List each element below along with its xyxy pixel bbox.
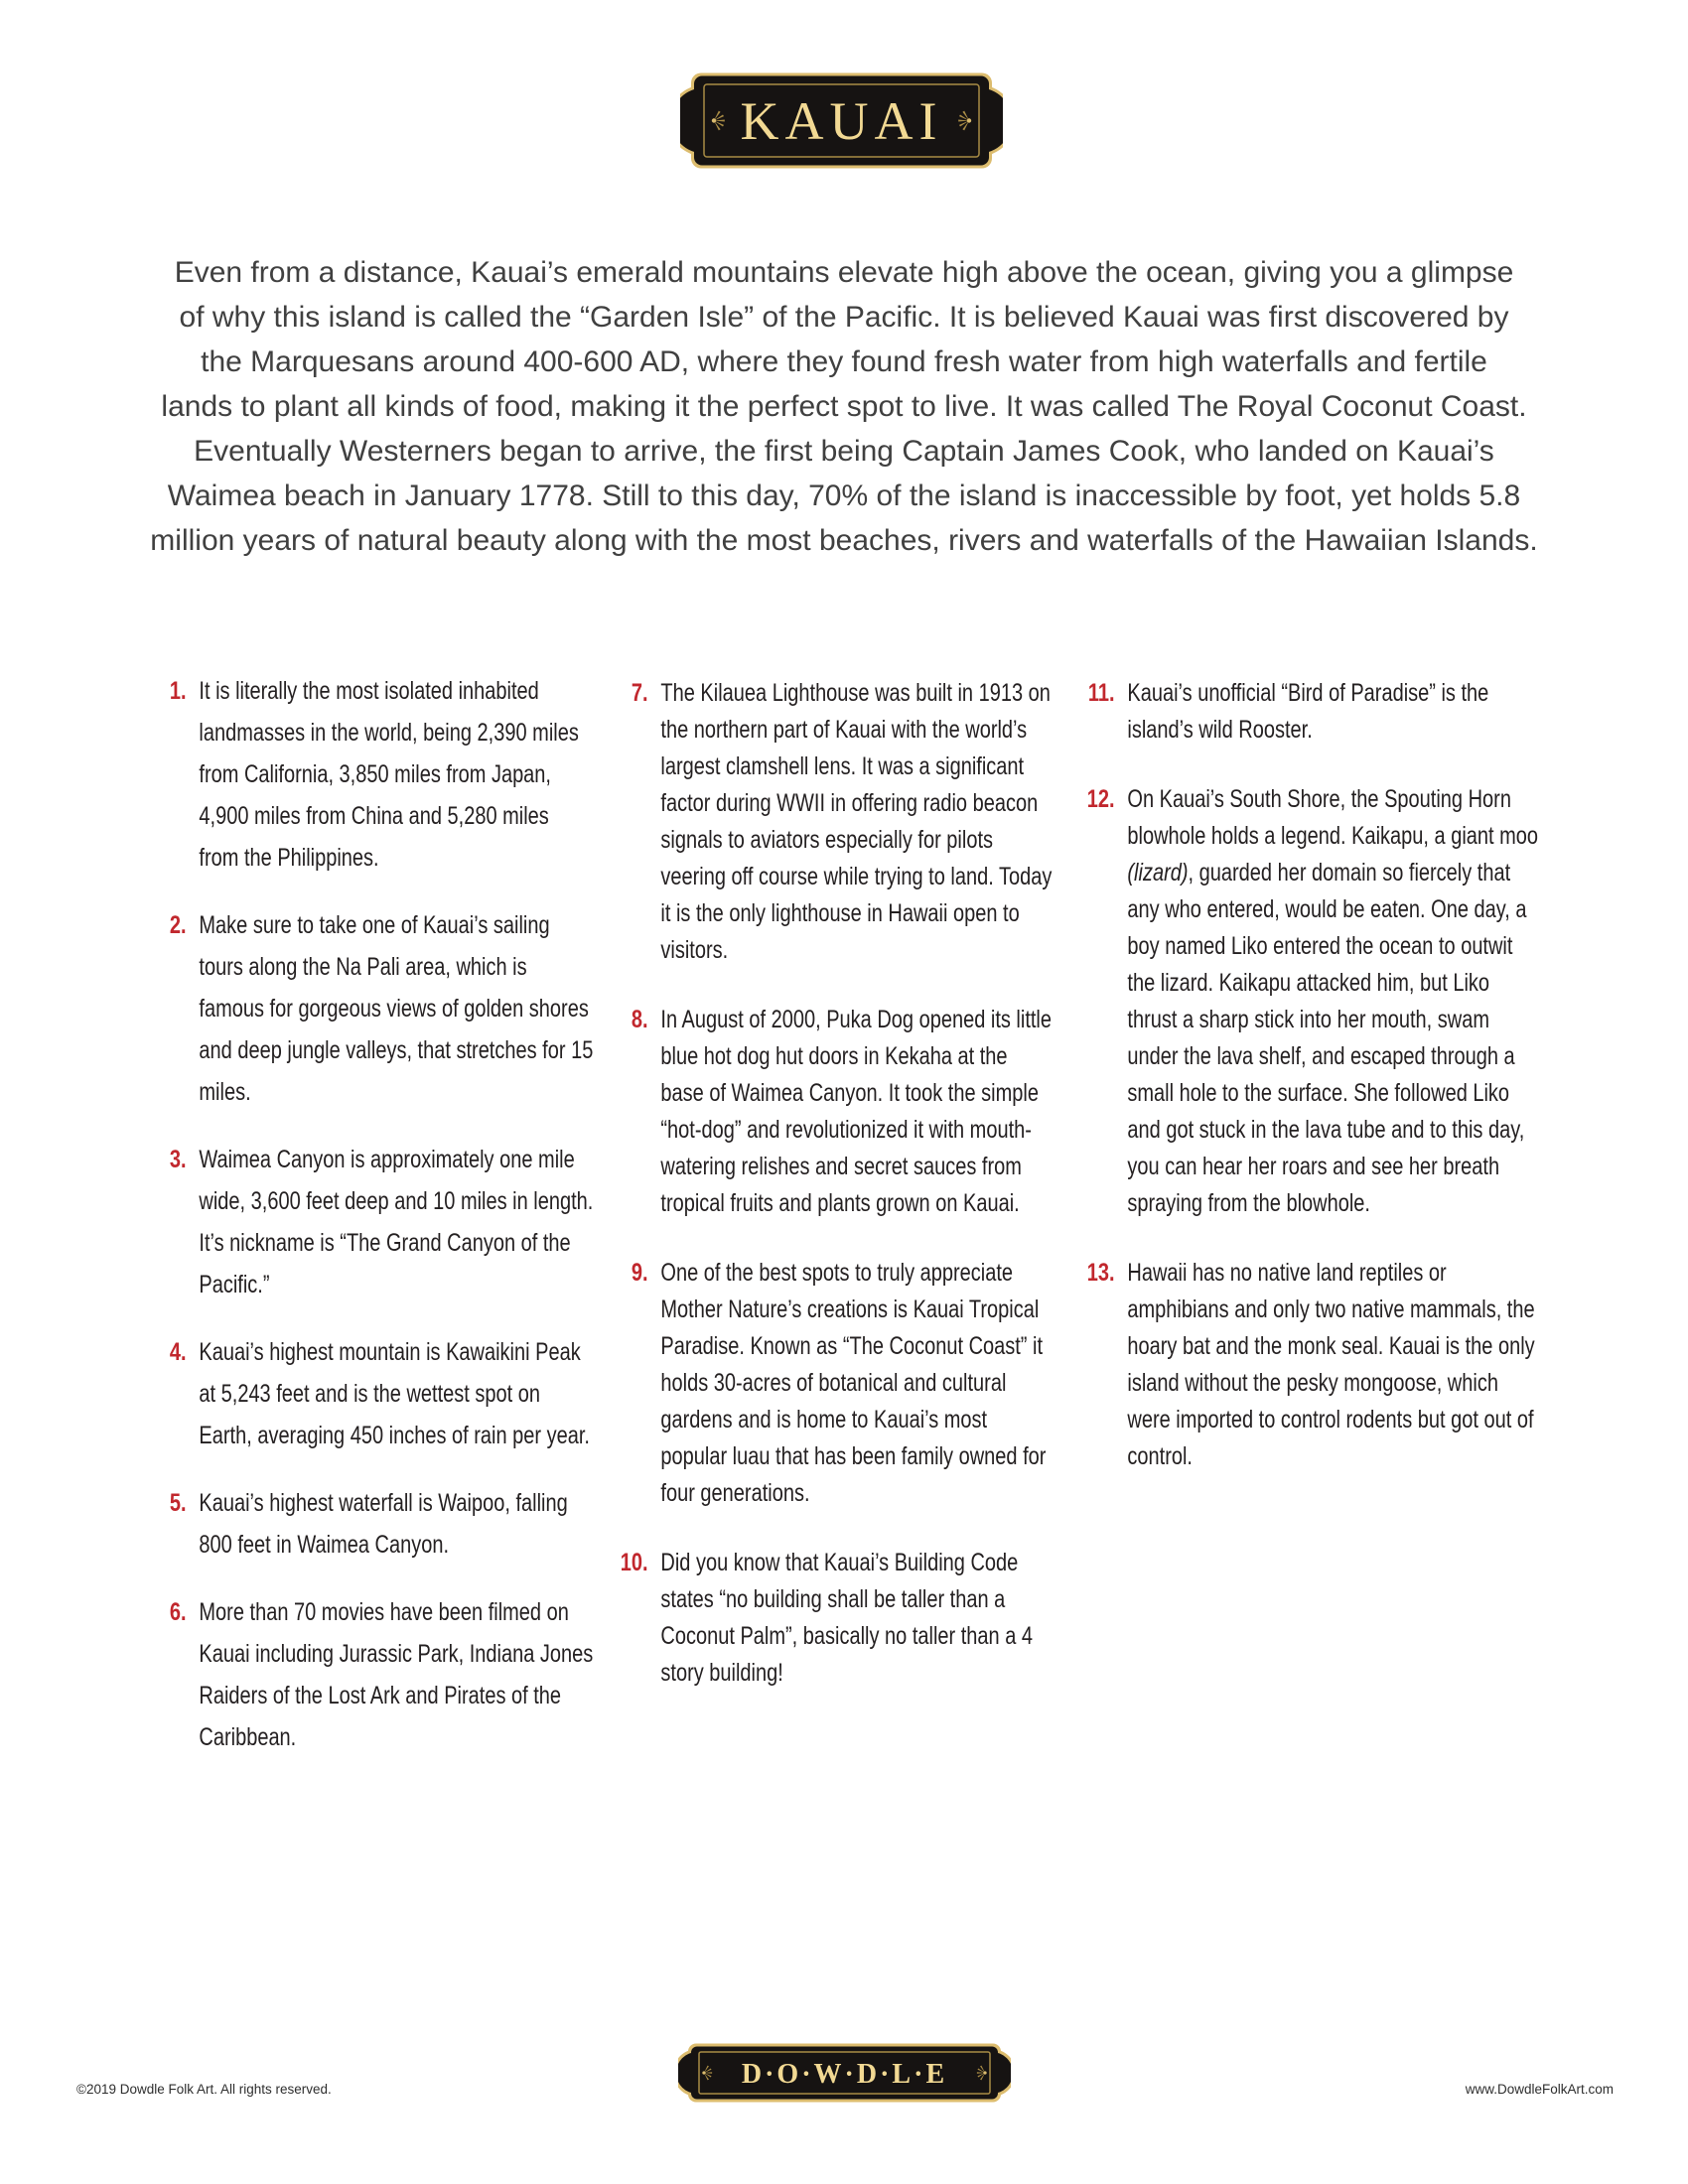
copyright-text: ©2019 Dowdle Folk Art. All rights reserved. (76, 2082, 332, 2097)
fact-item (149, 1482, 594, 1566)
intro-line: of why this island is called the “Garden Isle” of the Pacific. It is believed Kauai was first discovered by (179, 301, 1509, 334)
intro-line: lands to plant all kinds of food, making it the perfect spot to live. It was called The Royal Coconut Coast. (161, 390, 1527, 423)
fact-item (1077, 781, 1539, 1222)
fact-number: 1. (169, 677, 187, 705)
fact-item (611, 1255, 1053, 1512)
fact-text: Kauai’s unofficial “Bird of Paradise” is the island’s wild Rooster. (1127, 679, 1489, 744)
facts-column-3 (1077, 675, 1654, 1508)
fact-text: One of the best spots to truly appreciate Mother Nature’s creations is Kauai Tropical Paradise. Known as “The Coconut Coast” it holds 30-acres of botanical and cultural gardens and is home to Kauai’s most popular luau that has been family owned for four generations. (660, 1259, 1047, 1507)
fact-text: Kauai’s highest mountain is Kawaikini Peak at 5,243 feet and is the wettest spot on Earth, averaging 450 inches of rain per year. (199, 1338, 590, 1449)
fact-number: 6. (169, 1598, 187, 1626)
fact-number: 4. (169, 1338, 187, 1366)
fact-item (149, 1331, 594, 1456)
kauai-logo-plaque (680, 72, 1003, 169)
intro-line: Eventually Westerners began to arrive, the first being Captain James Cook, who landed on Kauai’s (194, 435, 1494, 468)
fact-number: 11. (1087, 679, 1115, 707)
fact-text: Waimea Canyon is approximately one mile wide, 3,600 feet deep and 10 miles in length. It’s nickname is “The Grand Canyon of the Pacific.” (199, 1146, 594, 1298)
kauai-logo-text: KAUAI (740, 91, 943, 151)
fact-text: Make sure to take one of Kauai’s sailing tours along the Na Pali area, which is famous for gorgeous views of golden shores and deep jungle valleys, that stretches for 15 miles. (199, 911, 594, 1106)
fact-number: 7. (631, 679, 648, 707)
website-url: www.DowdleFolkArt.com (1465, 2082, 1614, 2097)
fact-item (1077, 675, 1539, 749)
fact-item (1077, 1255, 1539, 1475)
fact-number: 8. (631, 1006, 648, 1033)
fact-number: 10. (620, 1549, 648, 1576)
fact-text: It is literally the most isolated inhabited landmasses in the world, being 2,390 miles from California, 3,850 miles from Japan, 4,900 miles from China and 5,280 miles from the Philippines. (199, 677, 579, 872)
fact-text: The Kilauea Lighthouse was built in 1913 on the northern part of Kauai with the world’s largest clamshell lens. It was a significant factor during WWII in offering radio beacon signals to aviators especially for pilots veering off course while trying to land. Today it is the only lighthouse in Hawaii open to visitors. (660, 679, 1053, 964)
fact-text: More than 70 movies have been filmed on Kauai including Jurassic Park, Indiana Jones Raiders of the Lost Ark and Pirates of the Caribbean. (199, 1598, 594, 1751)
fact-number: 5. (169, 1489, 187, 1517)
fact-number: 9. (631, 1259, 648, 1287)
intro-line: Even from a distance, Kauai’s emerald mountains elevate high above the ocean, giving you a glimpse (174, 256, 1514, 289)
fact-number: 12. (1086, 785, 1115, 813)
fact-text: Kauai’s highest waterfall is Waipoo, falling 800 feet in Waimea Canyon. (199, 1489, 568, 1559)
fact-number: 3. (169, 1146, 187, 1173)
fact-item (611, 675, 1053, 969)
italic-phrase: (lizard) (1127, 859, 1189, 887)
fact-text: On Kauai’s South Shore, the Spouting Horn blowhole holds a legend. Kaikapu, a giant moo (lizard), guarded her domain so fiercely that any who entered, would be eaten. One day, a boy named Liko entered the ocean to outwit the lizard. Kaikapu attacked him, but Liko thrust a sharp stick into her mouth, swam under the lava shelf, and escaped through a small hole to the surface. She followed Liko and got stuck in the lava tube and to this day, you can hear her roars and see her breath spraying from the blowhole. (1127, 785, 1539, 1217)
intro-paragraph (0, 250, 1688, 563)
fact-text: Hawaii has no native land reptiles or amphibians and only two native mammals, the hoary bat and the monk seal. Kauai is the only island without the pesky mongoose, which were imported to control rodents but got out of control. (1127, 1259, 1535, 1470)
fact-item (611, 1002, 1053, 1222)
intro-line: the Marquesans around 400-600 AD, where they found fresh water from high waterfalls and fertile (201, 345, 1487, 378)
fact-item (149, 670, 594, 879)
intro-line: Waimea beach in January 1778. Still to this day, 70% of the island is inaccessible by foot, yet holds 5.8 (167, 479, 1521, 512)
dowdle-logo-plaque (678, 2043, 1011, 2103)
fact-item (149, 1591, 594, 1758)
fact-item (149, 904, 594, 1113)
intro-line: million years of natural beauty along with the most beaches, rivers and waterfalls of the Hawaiian Islands. (150, 524, 1538, 557)
fact-number: 2. (169, 911, 187, 939)
fact-item (149, 1139, 594, 1305)
fact-text: Did you know that Kauai’s Building Code states “no building shall be taller than a Coconut Palm”, basically no taller than a 4 story building! (660, 1549, 1034, 1687)
dowdle-logo-text: D·O·W·D·L·E (741, 2059, 948, 2090)
fact-text: In August of 2000, Puka Dog opened its little blue hot dog hut doors in Kekaha at the base of Waimea Canyon. It took the simple “hot-dog” and revolutionized it with mouth-watering relishes and secret sauces from tropical fruits and plants grown on Kauai. (660, 1006, 1053, 1217)
fact-item (611, 1545, 1053, 1692)
fact-number: 13. (1086, 1259, 1115, 1287)
